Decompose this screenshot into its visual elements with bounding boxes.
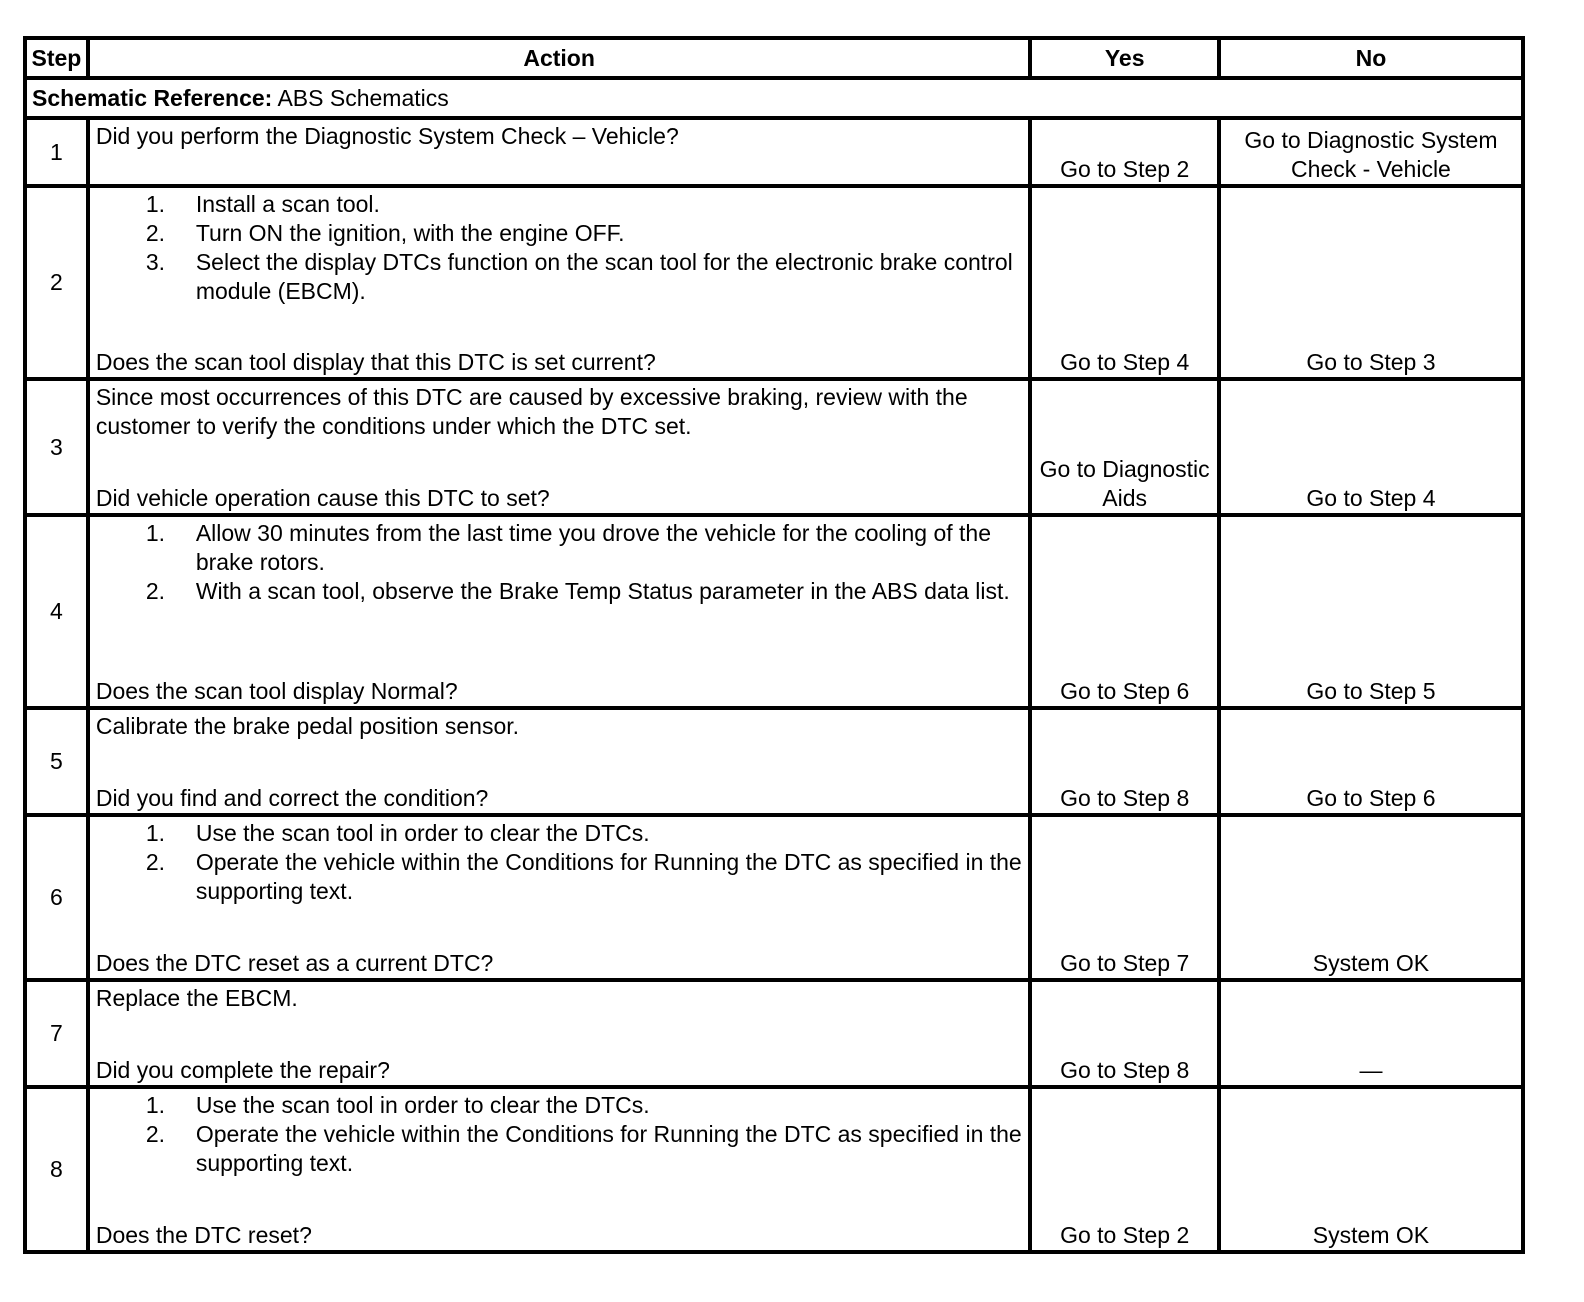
header-action: Action: [88, 38, 1031, 78]
step-action: [88, 980, 1031, 1087]
step-no-outcome: System OK: [1312, 950, 1430, 976]
step-question: Did vehicle operation cause this DTC to set?: [95, 485, 550, 511]
step-yes-outcome: Go to Step 2: [1060, 1222, 1190, 1248]
step-yes-cell: [1030, 379, 1219, 515]
list-item-text: Turn ON the ignition, with the engine OFF.: [195, 220, 625, 246]
list-item: [96, 577, 1023, 606]
step-action: [88, 118, 1031, 186]
step-number: 6: [25, 815, 88, 980]
step-instruction: Since most occurrences of this DTC are caused by excessive braking, review with the customer to verify the conditions under which the DTC set.: [95, 384, 968, 439]
header-no: No: [1219, 38, 1523, 78]
step-yes-outcome: Go to Diagnostic Aids: [1039, 456, 1210, 511]
step-number: 4: [25, 515, 88, 708]
step-yes-cell: [1030, 515, 1219, 708]
step-row: [25, 186, 1523, 379]
step-instruction: Did you perform the Diagnostic System Check – Vehicle?: [95, 123, 679, 149]
step-question: Does the scan tool display Normal?: [95, 678, 458, 704]
step-yes-cell: [1030, 118, 1219, 186]
step-row: [25, 980, 1523, 1087]
step-action: [88, 708, 1031, 815]
list-item: [96, 1120, 1023, 1178]
list-item: [96, 519, 1023, 577]
list-item-text: Allow 30 minutes from the last time you drove the vehicle for the cooling of the brake rotors.: [195, 520, 992, 575]
step-row: [25, 118, 1523, 186]
step-yes-outcome: Go to Step 7: [1060, 950, 1190, 976]
schematic-row: [25, 78, 1523, 118]
step-question: Does the scan tool display that this DTC is set current?: [95, 349, 656, 375]
list-item-text: With a scan tool, observe the Brake Temp Status parameter in the ABS data list.: [195, 578, 1010, 604]
list-item-number: 3.: [145, 249, 166, 275]
instruction-list: [96, 819, 1023, 906]
step-number: 1: [25, 118, 88, 186]
step-yes-outcome: Go to Step 6: [1060, 678, 1190, 704]
step-no-outcome: Go to Diagnostic System Check - Vehicle: [1244, 127, 1498, 182]
list-item-text: Operate the vehicle within the Conditions for Running the DTC as specified in the supporting text.: [195, 849, 1022, 904]
step-no-cell: [1219, 708, 1523, 815]
step-yes-cell: [1030, 186, 1219, 379]
header-yes: Yes: [1030, 38, 1219, 78]
list-item-number: 1.: [145, 520, 166, 546]
list-item-number: 2.: [145, 849, 166, 875]
instruction-list: [96, 519, 1023, 606]
step-yes-cell: [1030, 980, 1219, 1087]
step-number: 2: [25, 186, 88, 379]
list-item: [96, 248, 1023, 306]
step-yes-outcome: Go to Step 8: [1060, 785, 1190, 811]
list-item: [96, 219, 1023, 248]
instruction-list: [96, 1091, 1023, 1178]
header-step: Step: [25, 38, 88, 78]
step-yes-outcome: Go to Step 4: [1060, 349, 1190, 375]
step-number: 3: [25, 379, 88, 515]
step-no-outcome: Go to Step 3: [1306, 349, 1436, 375]
step-no-outcome: Go to Step 4: [1306, 485, 1436, 511]
step-yes-outcome: Go to Step 8: [1060, 1057, 1190, 1083]
list-item: [96, 190, 1023, 219]
step-row: [25, 1087, 1523, 1252]
step-instruction: Replace the EBCM.: [95, 985, 298, 1011]
list-item-number: 2.: [145, 220, 166, 246]
step-no-outcome: System OK: [1312, 1222, 1430, 1248]
step-no-cell: [1219, 980, 1523, 1087]
list-item-text: Use the scan tool in order to clear the DTCs.: [195, 1092, 650, 1118]
list-item-number: 1.: [145, 1092, 166, 1118]
step-yes-cell: [1030, 708, 1219, 815]
list-item-text: Install a scan tool.: [195, 191, 380, 217]
list-item-number: 1.: [145, 191, 166, 217]
step-question: Did you complete the repair?: [95, 1057, 390, 1083]
step-no-cell: [1219, 815, 1523, 980]
step-no-cell: [1219, 379, 1523, 515]
list-item-text: Use the scan tool in order to clear the DTCs.: [195, 820, 650, 846]
step-row: [25, 379, 1523, 515]
step-no-cell: [1219, 515, 1523, 708]
step-no-cell: [1219, 186, 1523, 379]
list-item-number: 2.: [145, 578, 166, 604]
step-instruction: Calibrate the brake pedal position sensor.: [95, 713, 520, 739]
step-number: 8: [25, 1087, 88, 1252]
step-no-cell: [1219, 1087, 1523, 1252]
list-item: [96, 1091, 1023, 1120]
instruction-list: [96, 190, 1023, 306]
schematic-reference: [25, 78, 1523, 118]
schematic-label: Schematic Reference:: [32, 84, 273, 111]
step-yes-cell: [1030, 815, 1219, 980]
step-row: [25, 815, 1523, 980]
step-question: Does the DTC reset?: [95, 1222, 312, 1248]
step-number: 5: [25, 708, 88, 815]
step-no-cell: [1219, 118, 1523, 186]
step-action: [88, 1087, 1031, 1252]
step-question: Does the DTC reset as a current DTC?: [95, 950, 494, 976]
step-action: [88, 815, 1031, 980]
step-row: [25, 515, 1523, 708]
step-no-outcome: —: [1359, 1057, 1383, 1083]
step-yes-outcome: Go to Step 2: [1060, 156, 1190, 182]
step-question: Did you find and correct the condition?: [95, 785, 489, 811]
step-no-outcome: Go to Step 6: [1306, 785, 1436, 811]
list-item-text: Select the display DTCs function on the scan tool for the electronic brake control module (EBCM).: [195, 249, 1013, 304]
list-item-number: 1.: [145, 820, 166, 846]
step-no-outcome: Go to Step 5: [1306, 678, 1436, 704]
step-action: [88, 379, 1031, 515]
list-item-text: Operate the vehicle within the Conditions for Running the DTC as specified in the supporting text.: [195, 1121, 1022, 1176]
list-item: [96, 819, 1023, 848]
diagnostic-table: [23, 36, 1525, 1254]
step-number: 7: [25, 980, 88, 1087]
step-action: [88, 186, 1031, 379]
schematic-value: ABS Schematics: [277, 84, 449, 111]
header-row: [25, 38, 1523, 78]
step-action: [88, 515, 1031, 708]
step-row: [25, 708, 1523, 815]
list-item-number: 2.: [145, 1121, 166, 1147]
step-yes-cell: [1030, 1087, 1219, 1252]
list-item: [96, 848, 1023, 906]
